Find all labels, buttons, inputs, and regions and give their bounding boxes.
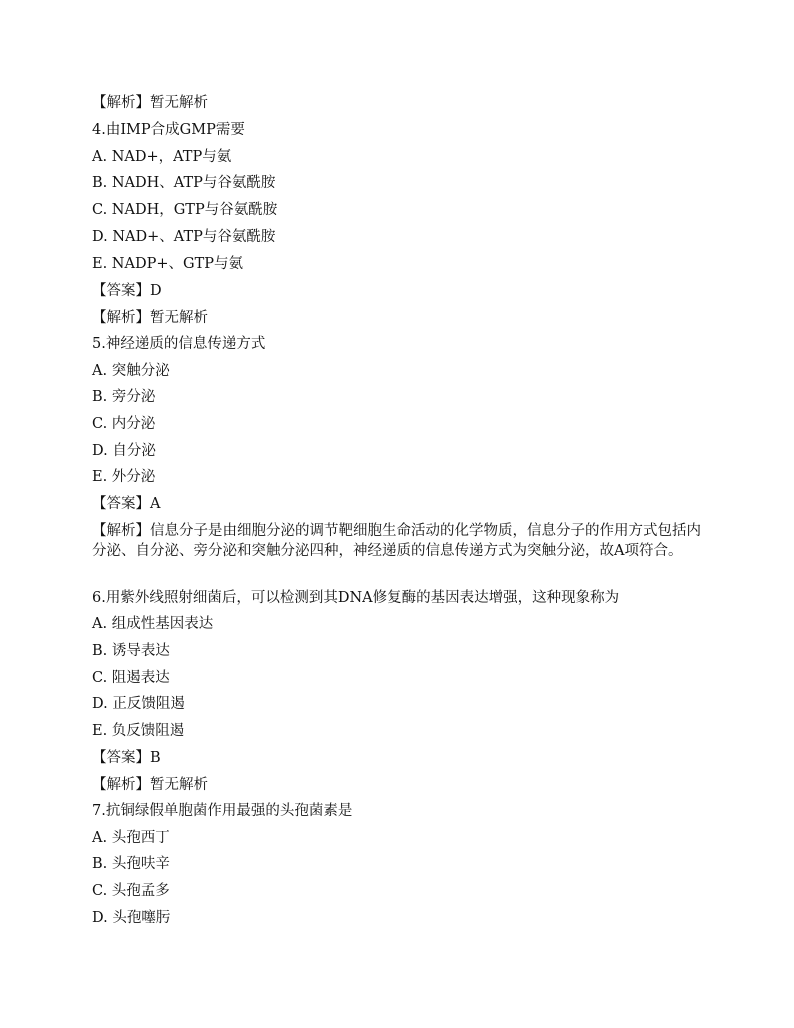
q5-option-a: A. 突触分泌 — [92, 363, 170, 379]
q5-option-d: D. 自分泌 — [92, 443, 156, 459]
q4-option-a: A. NAD+，ATP与氨 — [92, 149, 232, 165]
q6-option-b: B. 诱导表达 — [92, 643, 170, 659]
q5-answer: 【答案】A — [92, 496, 161, 512]
q6-option-a: A. 组成性基因表达 — [92, 616, 214, 632]
q5-option-c: C. 内分泌 — [92, 416, 156, 432]
q4-explanation: 【解析】暂无解析 — [92, 310, 208, 326]
q7-question: 7.抗铜绿假单胞菌作用最强的头孢菌素是 — [92, 803, 353, 819]
q3-explanation: 【解析】暂无解析 — [92, 95, 208, 111]
q6-option-d: D. 正反馈阻遏 — [92, 696, 185, 712]
q5-question: 5.神经递质的信息传递方式 — [92, 336, 266, 352]
q7-option-b: B. 头孢呋辛 — [92, 856, 170, 872]
q5-option-e: E. 外分泌 — [92, 469, 156, 485]
q4-option-d: D. NAD+、ATP与谷氨酰胺 — [92, 229, 276, 245]
q6-option-c: C. 阻遏表达 — [92, 670, 170, 686]
q4-option-e: E. NADP+、GTP与氨 — [92, 256, 244, 272]
q6-option-e: E. 负反馈阻遏 — [92, 723, 185, 739]
q4-answer: 【答案】D — [92, 283, 162, 299]
q6-question: 6.用紫外线照射细菌后，可以检测到其DNA修复酶的基因表达增强，这种现象称为 — [92, 590, 620, 606]
q7-option-d: D. 头孢噻肟 — [92, 910, 171, 926]
q4-question: 4.由IMP合成GMP需要 — [92, 122, 245, 138]
q5-option-b: B. 旁分泌 — [92, 389, 156, 405]
q6-answer: 【答案】B — [92, 750, 161, 766]
q7-option-c: C. 头孢孟多 — [92, 883, 170, 899]
q4-option-c: C. NADH，GTP与谷氨酰胺 — [92, 202, 278, 218]
q7-option-a: A. 头孢西丁 — [92, 830, 170, 846]
q5-explanation: 【解析】信息分子是由细胞分泌的调节靶细胞生命活动的化学物质，信息分子的作用方式包括内分泌、自分泌、旁分泌和突触分泌四种，神经递质的信息传递方式为突触分泌，故A项符合。 — [92, 523, 701, 559]
q4-option-b: B. NADH、ATP与谷氨酰胺 — [92, 175, 276, 191]
q6-explanation: 【解析】暂无解析 — [92, 777, 208, 793]
